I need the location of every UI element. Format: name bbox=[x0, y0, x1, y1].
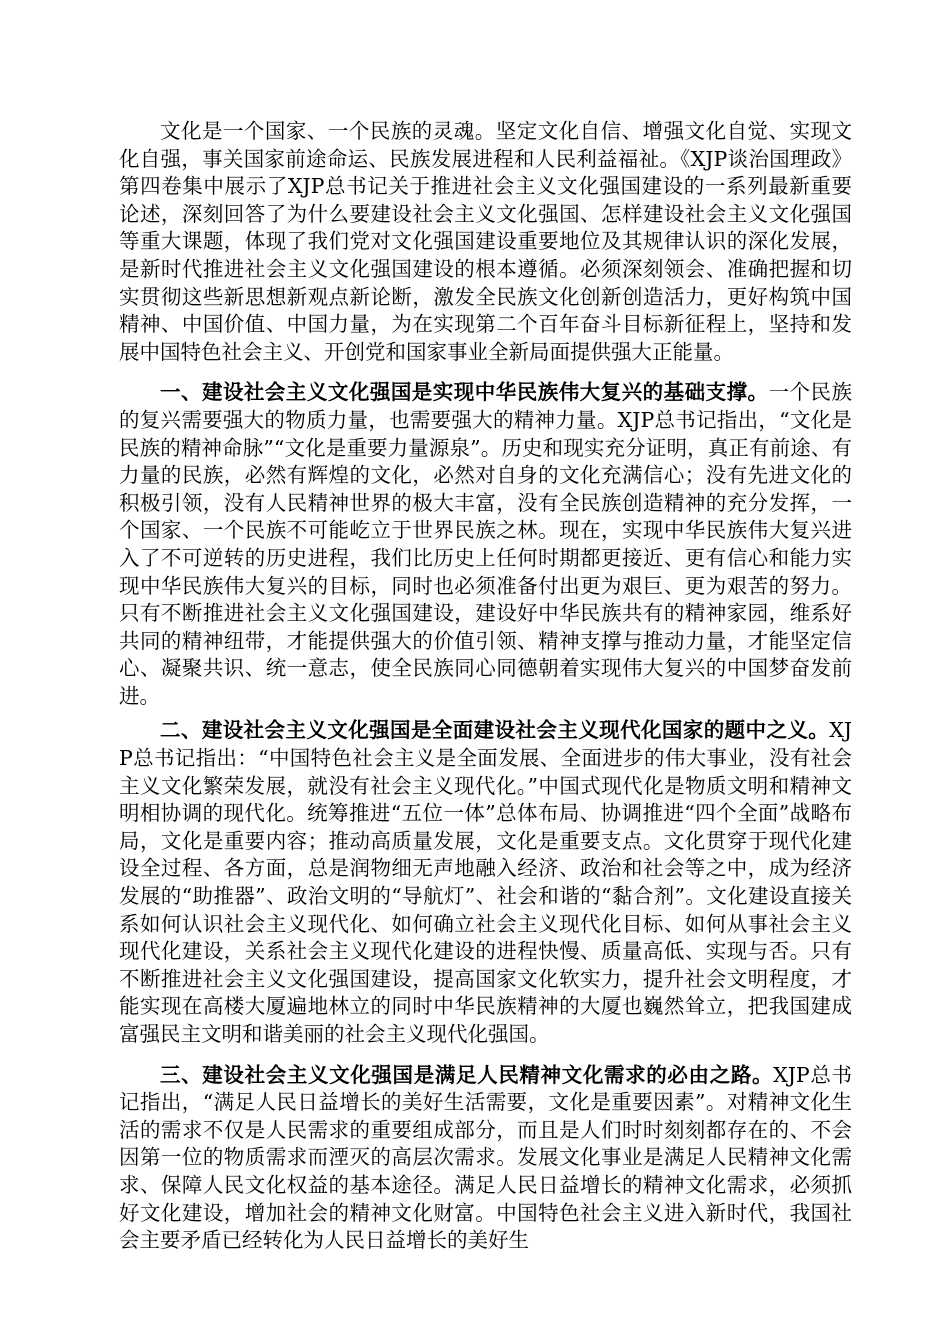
section-3-body: XJP总书记指出，“满足人民日益增长的美好生活需要，文化是重要因素”。对精神文化生活的需求不仅是人民需求的重要组成部分，而且是人们时时刻刻都存在的、不会因第一位的物质需求而湮灭的高层次需求。发展文化事业是满足人民精神文化需求、保障人民文化权益的基本途径。满足人民日益增长的精神文化需求，必须抓好文化建设，增加社会的精神文化财富。中国特色社会主义进入新时代，我国社会主要矛盾已经转化为人民日益增长的美好生 bbox=[119, 1062, 852, 1253]
section-1-paragraph bbox=[119, 379, 852, 710]
section-2-paragraph bbox=[119, 717, 852, 1048]
section-1-body: 一个民族的复兴需要强大的物质力量，也需要强大的精神力量。XJP总书记指出，“文化是民族的精神命脉”“文化是重要力量源泉”。历史和现实充分证明，真正有前途、有力量的民族，必然有辉煌的文化，必然对自身的文化充满信心；没有先进文化的积极引领，没有人民精神世界的极大丰富，没有全民族创造精神的充分发挥，一个国家、一个民族不可能屹立于世界民族之林。现在，实现中华民族伟大复兴进入了不可逆转的历史进程，我们比历史上任何时期都更接近、更有信心和能力实现中华民族伟大复兴的目标，同时也必须准备付出更为艰巨、更为艰苦的努力。只有不断推进社会主义文化强国建设，建设好中华民族共有的精神家园，维系好共同的精神纽带，才能提供强大的价值引领、精神支撑与推动力量，才能坚定信心、凝聚共识、统一意志，使全民族同心同德朝着实现伟大复兴的中国梦奋发前进。 bbox=[119, 380, 852, 708]
intro-paragraph: 文化是一个国家、一个民族的灵魂。坚定文化自信、增强文化自觉、实现文化自强，事关国家前途命运、民族发展进程和人民利益福祉。《XJP谈治国理政》第四卷集中展示了XJP总书记关于推进社会主义文化强国建设的一系列最新重要论述，深刻回答了为什么要建设社会主义文化强国、怎样建设社会主义文化强国等重大课题，体现了我们党对文化强国建设重要地位及其规律认识的深化发展，是新时代推进社会主义文化强国建设的根本遵循。必须深刻领会、准确把握和切实贯彻这些新思想新观点新论断，激发全民族文化创新创造活力，更好构筑中国精神、中国价值、中国力量，为在实现第二个百年奋斗目标新征程上，坚持和发展中国特色社会主义、开创党和国家事业全新局面提供强大正能量。 bbox=[119, 119, 852, 364]
section-2-body: XJP总书记指出：“中国特色社会主义是全面发展、全面进步的伟大事业，没有社会主义文化繁荣发展，就没有社会主义现代化。”中国式现代化是物质文明和精神文明相协调的现代化。统筹推进“五位一体”总体布局、协调推进“四个全面”战略布局，文化是重要内容；推动高质量发展，文化是重要支点。文化贯穿于现代化建设全过程、各方面，总是润物细无声地融入经济、政治和社会等之中，成为经济发展的“助推器”、政治文明的“导航灯”、社会和谐的“黏合剂”。文化建设直接关系如何认识社会主义现代化、如何确立社会主义现代化目标、如何从事社会主义现代化建设，关系社会主义现代化建设的进程快慢、质量高低、实现与否。只有不断推进社会主义文化强国建设，提高国家文化软实力，提升社会文明程度，才能实现在高楼大厦遍地林立的同时中华民族精神的大厦也巍然耸立，把我国建成富强民主文明和谐美丽的社会主义现代化强国。 bbox=[119, 718, 852, 1046]
document-page bbox=[119, 118, 852, 1255]
section-1-heading: 一、建设社会主义文化强国是实现中华民族伟大复兴的基础支撑。 bbox=[160, 380, 769, 405]
section-3-paragraph bbox=[119, 1062, 852, 1255]
section-3-heading: 三、建设社会主义文化强国是满足人民精神文化需求的必由之路。 bbox=[160, 1062, 774, 1087]
section-2-heading: 二、建设社会主义文化强国是全面建设社会主义现代化国家的题中之义。 bbox=[160, 718, 830, 743]
